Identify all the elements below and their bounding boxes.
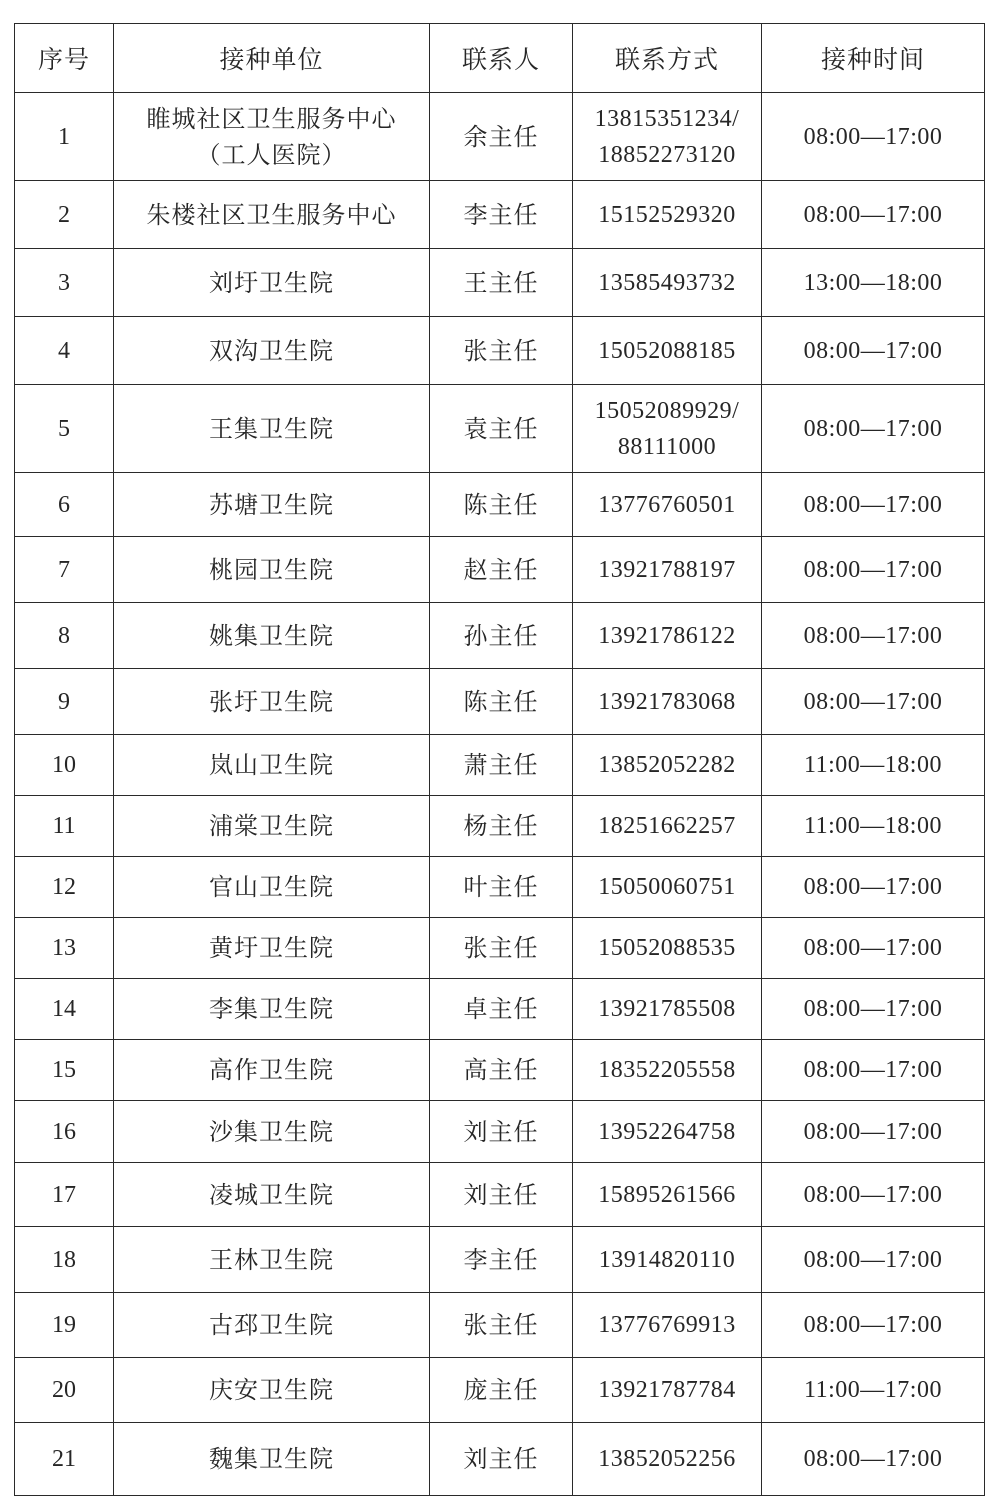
row-unit: [114, 385, 430, 473]
row-unit: [114, 1293, 430, 1358]
unit-line: 张圩卫生院: [209, 687, 334, 716]
table-header-row: [15, 24, 985, 93]
table-row: [15, 1423, 985, 1496]
row-index: 20: [15, 1358, 114, 1423]
unit-line: 王林卫生院: [209, 1245, 334, 1274]
row-index: 21: [15, 1423, 114, 1496]
unit-line: （工人医院）: [196, 140, 347, 169]
table-row: [15, 1293, 985, 1358]
row-time: 13:00—18:00: [762, 249, 985, 317]
row-time: 08:00—17:00: [762, 1293, 985, 1358]
row-index: 17: [15, 1163, 114, 1227]
row-time: 08:00—17:00: [762, 1040, 985, 1101]
unit-line: 朱楼社区卫生服务中心: [146, 200, 397, 229]
row-index: 19: [15, 1293, 114, 1358]
table-row: [15, 1040, 985, 1101]
table-row: [15, 1358, 985, 1423]
row-contact-person: 孙主任: [430, 603, 573, 669]
row-unit: [114, 1423, 430, 1496]
row-phone: [573, 796, 762, 857]
table-row: [15, 603, 985, 669]
row-contact-person: 萧主任: [430, 735, 573, 796]
header-unit: 接种单位: [114, 24, 430, 93]
row-phone: [573, 181, 762, 249]
row-time: 11:00—18:00: [762, 735, 985, 796]
phone-line: 13776760501: [598, 491, 736, 518]
phone-line: 88111000: [617, 433, 717, 460]
row-time: 08:00—17:00: [762, 1423, 985, 1496]
row-index: 9: [15, 669, 114, 735]
header-contact-method: 联系方式: [573, 24, 762, 93]
row-phone: [573, 1358, 762, 1423]
unit-line: 姚集卫生院: [209, 621, 334, 650]
row-unit: [114, 473, 430, 537]
row-contact-person: 陈主任: [430, 473, 573, 537]
row-unit: [114, 93, 430, 181]
phone-line: 13585493732: [598, 269, 736, 296]
unit-line: 苏塘卫生院: [209, 490, 334, 519]
row-time: 08:00—17:00: [762, 1227, 985, 1293]
row-phone: [573, 857, 762, 918]
table-row: [15, 735, 985, 796]
unit-line: 官山卫生院: [209, 873, 334, 901]
row-unit: [114, 249, 430, 317]
row-time: 08:00—17:00: [762, 93, 985, 181]
row-index: 18: [15, 1227, 114, 1293]
header-time: 接种时间: [762, 24, 985, 93]
row-time: 08:00—17:00: [762, 473, 985, 537]
unit-line: 双沟卫生院: [209, 336, 334, 365]
row-contact-person: 叶主任: [430, 857, 573, 918]
row-time: 08:00—17:00: [762, 1163, 985, 1227]
phone-line: 13921785508: [598, 996, 736, 1022]
row-contact-person: 李主任: [430, 181, 573, 249]
phone-line: 13921783068: [598, 688, 736, 715]
row-time: 08:00—17:00: [762, 181, 985, 249]
row-index: 3: [15, 249, 114, 317]
row-contact-person: 高主任: [430, 1040, 573, 1101]
row-unit: [114, 918, 430, 979]
phone-line: 15052088185: [598, 337, 736, 364]
row-time: 08:00—17:00: [762, 857, 985, 918]
row-phone: [573, 1423, 762, 1496]
row-unit: [114, 1163, 430, 1227]
phone-line: 18852273120: [598, 141, 736, 168]
table-row: [15, 181, 985, 249]
row-time: 08:00—17:00: [762, 1101, 985, 1163]
row-phone: [573, 1293, 762, 1358]
row-index: 11: [15, 796, 114, 857]
unit-line: 沙集卫生院: [209, 1117, 334, 1146]
table-row: [15, 669, 985, 735]
row-phone: [573, 669, 762, 735]
unit-line: 王集卫生院: [209, 414, 334, 443]
row-index: 8: [15, 603, 114, 669]
unit-line: 岚山卫生院: [209, 751, 334, 779]
unit-line: 高作卫生院: [209, 1056, 334, 1084]
unit-line: 李集卫生院: [209, 995, 334, 1023]
row-phone: [573, 537, 762, 603]
phone-line: 13921786122: [598, 622, 736, 649]
row-unit: [114, 669, 430, 735]
phone-line: 13921788197: [598, 556, 736, 583]
row-time: 08:00—17:00: [762, 669, 985, 735]
row-index: 15: [15, 1040, 114, 1101]
row-contact-person: 袁主任: [430, 385, 573, 473]
row-phone: [573, 317, 762, 385]
unit-line: 黄圩卫生院: [209, 934, 334, 962]
row-unit: [114, 979, 430, 1040]
table-row: [15, 918, 985, 979]
row-time: 08:00—17:00: [762, 385, 985, 473]
row-contact-person: 李主任: [430, 1227, 573, 1293]
row-phone: [573, 1040, 762, 1101]
unit-line: 凌城卫生院: [209, 1180, 334, 1209]
table-row: [15, 857, 985, 918]
phone-line: 18352205558: [598, 1057, 736, 1083]
table-row: [15, 1163, 985, 1227]
row-unit: [114, 1358, 430, 1423]
header-index: 序号: [15, 24, 114, 93]
table-row: [15, 249, 985, 317]
table-row: [15, 979, 985, 1040]
table-row: [15, 317, 985, 385]
row-time: 08:00—17:00: [762, 603, 985, 669]
row-contact-person: 张主任: [430, 918, 573, 979]
table-body: [15, 93, 985, 1496]
row-unit: [114, 1101, 430, 1163]
unit-line: 古邳卫生院: [209, 1311, 334, 1339]
unit-line: 睢城社区卫生服务中心: [146, 104, 397, 133]
row-unit: [114, 317, 430, 385]
table-row: [15, 796, 985, 857]
row-phone: [573, 473, 762, 537]
header-contact-person: 联系人: [430, 24, 573, 93]
phone-line: 13952264758: [598, 1118, 736, 1145]
table-row: [15, 537, 985, 603]
row-unit: [114, 603, 430, 669]
table-row: [15, 1101, 985, 1163]
row-contact-person: 刘主任: [430, 1423, 573, 1496]
row-phone: [573, 1101, 762, 1163]
row-contact-person: 杨主任: [430, 796, 573, 857]
row-contact-person: 张主任: [430, 1293, 573, 1358]
row-time: 08:00—17:00: [762, 537, 985, 603]
row-phone: [573, 1227, 762, 1293]
phone-line: 18251662257: [598, 813, 736, 839]
row-time: 08:00—17:00: [762, 979, 985, 1040]
row-contact-person: 余主任: [430, 93, 573, 181]
unit-line: 桃园卫生院: [209, 555, 334, 584]
row-phone: [573, 735, 762, 796]
row-unit: [114, 735, 430, 796]
row-index: 10: [15, 735, 114, 796]
row-contact-person: 庞主任: [430, 1358, 573, 1423]
row-time: 11:00—17:00: [762, 1358, 985, 1423]
phone-line: 15050060751: [598, 874, 736, 900]
row-phone: [573, 603, 762, 669]
row-contact-person: 张主任: [430, 317, 573, 385]
row-index: 7: [15, 537, 114, 603]
row-unit: [114, 537, 430, 603]
phone-line: 13914820110: [598, 1246, 736, 1273]
phone-line: 15052089929/: [594, 397, 740, 424]
row-phone: [573, 979, 762, 1040]
row-contact-person: 赵主任: [430, 537, 573, 603]
row-contact-person: 刘主任: [430, 1101, 573, 1163]
phone-line: 15152529320: [598, 201, 736, 228]
phone-line: 15052088535: [598, 935, 736, 961]
row-index: 6: [15, 473, 114, 537]
phone-line: 13921787784: [598, 1377, 736, 1403]
unit-line: 刘圩卫生院: [209, 268, 334, 297]
row-contact-person: 陈主任: [430, 669, 573, 735]
row-unit: [114, 1227, 430, 1293]
vaccination-site-table: [14, 23, 985, 1496]
row-time: 08:00—17:00: [762, 918, 985, 979]
table-row: [15, 385, 985, 473]
row-time: 08:00—17:00: [762, 317, 985, 385]
row-contact-person: 卓主任: [430, 979, 573, 1040]
phone-line: 13852052256: [598, 1446, 736, 1472]
row-unit: [114, 1040, 430, 1101]
table-row: [15, 93, 985, 181]
row-contact-person: 王主任: [430, 249, 573, 317]
table-row: [15, 1227, 985, 1293]
unit-line: 魏集卫生院: [209, 1445, 334, 1473]
row-phone: [573, 1163, 762, 1227]
row-phone: [573, 918, 762, 979]
phone-line: 13815351234/: [594, 105, 740, 132]
row-phone: [573, 385, 762, 473]
phone-line: 13776769913: [598, 1312, 736, 1338]
row-index: 12: [15, 857, 114, 918]
row-index: 13: [15, 918, 114, 979]
unit-line: 浦棠卫生院: [209, 812, 334, 840]
row-contact-person: 刘主任: [430, 1163, 573, 1227]
phone-line: 15895261566: [598, 1181, 736, 1208]
phone-line: 13852052282: [598, 752, 736, 778]
row-unit: [114, 796, 430, 857]
row-unit: [114, 857, 430, 918]
row-index: 5: [15, 385, 114, 473]
vaccination-site-table-container: [14, 23, 984, 1496]
table-row: [15, 473, 985, 537]
row-time: 11:00—18:00: [762, 796, 985, 857]
row-index: 4: [15, 317, 114, 385]
row-unit: [114, 181, 430, 249]
row-phone: [573, 93, 762, 181]
row-index: 14: [15, 979, 114, 1040]
row-index: 16: [15, 1101, 114, 1163]
row-phone: [573, 249, 762, 317]
unit-line: 庆安卫生院: [209, 1376, 334, 1404]
row-index: 1: [15, 93, 114, 181]
row-index: 2: [15, 181, 114, 249]
